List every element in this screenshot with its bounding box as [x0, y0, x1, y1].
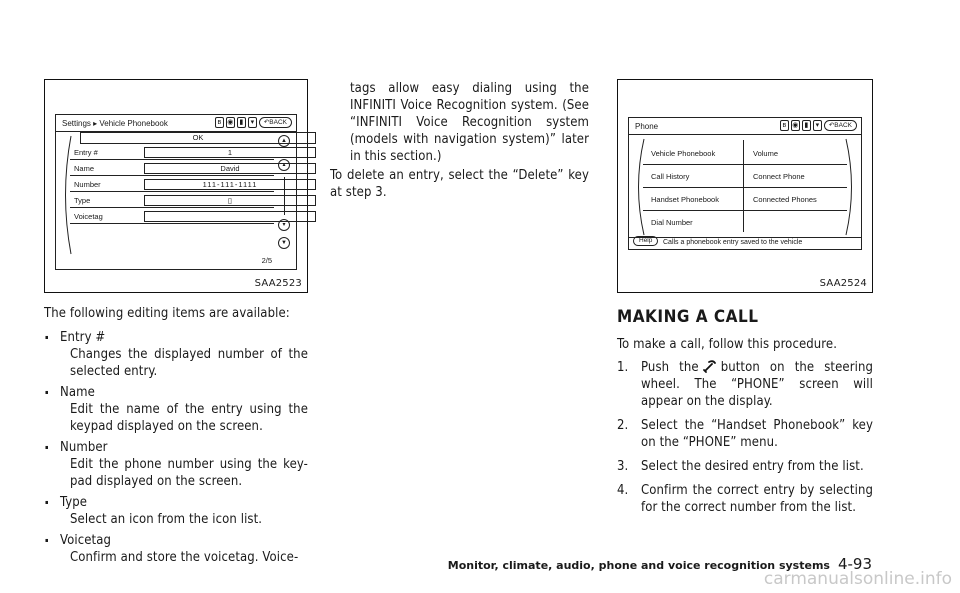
phone-send-icon [703, 360, 717, 373]
scroll-top-button[interactable]: ▲ [278, 135, 290, 147]
field-voicetag[interactable] [144, 211, 316, 222]
menu-call-history[interactable]: Call History [651, 172, 690, 181]
column-2 [330, 80, 589, 201]
item-desc-voicetag: Confirm and store the voicetag. Voice- [70, 550, 299, 565]
step-1-text-before: Push the [641, 360, 699, 375]
screen-title: Phone [635, 122, 659, 131]
left-bracket [58, 135, 72, 255]
row-divider [70, 223, 274, 224]
item-desc-name: Edit the name of the entry using the keypad displayed on the screen. [70, 402, 308, 434]
battery-icon: ▮ [802, 120, 811, 131]
figure-phone-menu [617, 79, 873, 293]
menu-vehicle-phonebook[interactable]: Vehicle Phonebook [651, 149, 716, 158]
signal-icon: ▾ [248, 117, 257, 128]
phone-status-icon: ◉ [227, 119, 234, 126]
step-4 [617, 482, 873, 516]
item-desc-type: Select an icon from the icon list. [70, 512, 263, 527]
field-type[interactable]: ▯ [144, 195, 316, 206]
chapter-title: Monitor, climate, audio, phone and voice recognition systems [447, 559, 830, 572]
ok-button[interactable]: OK [80, 132, 316, 144]
step-2 [617, 417, 873, 451]
field-name[interactable]: David [144, 163, 316, 174]
item-term-name: . Name [44, 384, 308, 401]
status-icons [215, 117, 292, 128]
menu-dial-number[interactable]: Dial Number [651, 218, 693, 227]
item-term-number: . Number [44, 439, 308, 456]
step-text: Confirm the correct entry by selecting for the correct number from the list. [641, 483, 873, 515]
editing-intro: The following editing items are available: [44, 306, 290, 321]
delete-note: To delete an entry, select the “Delete” key at step 3. [330, 168, 589, 200]
row-divider [643, 210, 847, 211]
scroll-down-button[interactable]: ▾ [278, 219, 290, 231]
item-term-type: . Type [44, 494, 308, 511]
battery-icon: ▮ [237, 117, 246, 128]
page-number: 4-93 [837, 555, 872, 573]
back-button[interactable]: ↶BACK [824, 120, 857, 131]
procedure-intro: To make a call, follow this procedure. [617, 337, 838, 352]
phone-status-icon: ◉ [792, 122, 799, 129]
row-label-name: Name [74, 164, 95, 173]
step-1-text-after: button on the steering wheel. The “PHONE” screen will appear on the display. [641, 360, 873, 409]
section-heading: MAKING A CALL [617, 307, 759, 327]
step-text: Select the desired entry from the list. [641, 459, 864, 474]
row-label-number: Number [74, 180, 101, 189]
item-desc-number: Edit the phone number using the key-pad displayed on the screen. [70, 457, 308, 489]
right-bracket [845, 138, 859, 236]
help-divider [629, 237, 861, 238]
voicetag-continuation: tags allow easy dialing using the INFINITI Voice Recognition system. (See “INFINITI Voice Recognition system (models with navigation system)” later in this section.) [350, 81, 589, 164]
scroll-bottom-button[interactable]: ▼ [278, 237, 290, 249]
help-button[interactable]: Help [633, 236, 658, 246]
row-label-type: Type [74, 196, 91, 205]
step-number: 3. [617, 459, 629, 474]
figure-vehicle-phonebook [44, 79, 308, 293]
step-text: Select the “Handset Phonebook” key on the “PHONE” menu. [641, 418, 873, 450]
help-text: Calls a phonebook entry saved to the vehicle [663, 239, 803, 246]
step-3 [617, 458, 873, 475]
column-divider [743, 140, 744, 232]
row-divider [70, 175, 274, 176]
back-button[interactable]: ↶BACK [259, 117, 292, 128]
field-phone-number[interactable]: 111-111-1111 [144, 179, 316, 190]
bluetooth-icon: ʙ [780, 120, 789, 131]
item-term-voicetag: . Voicetag [44, 532, 308, 549]
figure-id: SAA2523 [254, 278, 302, 289]
row-divider [643, 187, 847, 188]
signal-icon: ▾ [813, 120, 822, 131]
screen-title: Settings ▸ Vehicle Phonebook [62, 119, 168, 128]
step-number: 2. [617, 418, 629, 433]
scrollbar[interactable] [284, 177, 285, 215]
screen-phone-menu [628, 117, 862, 250]
row-divider [70, 191, 274, 192]
row-label-voicetag: Voicetag [74, 212, 103, 221]
item-desc-entry: Changes the displayed number of the selected entry. [70, 347, 308, 379]
menu-handset-phonebook[interactable]: Handset Phonebook [651, 195, 719, 204]
column-3 [617, 306, 873, 523]
scroll-up-button[interactable]: ▴ [278, 159, 290, 171]
figure-id: SAA2524 [819, 278, 867, 289]
page-indicator: 2/5 [261, 256, 272, 265]
step-number: 4. [617, 483, 629, 498]
watermark: carmanualsonline.info [763, 569, 952, 589]
row-label-entry: Entry # [74, 148, 98, 157]
title-divider [629, 134, 861, 135]
column-1 [44, 305, 308, 570]
field-entry-number[interactable]: 1 [144, 147, 316, 158]
row-divider [70, 159, 274, 160]
step-1 [617, 359, 873, 410]
status-icons [780, 120, 857, 131]
row-divider [643, 164, 847, 165]
menu-connect-phone[interactable]: Connect Phone [753, 172, 805, 181]
row-divider [70, 207, 274, 208]
screen-vehicle-phonebook-edit [55, 114, 297, 270]
step-number: 1. [617, 360, 629, 375]
editing-items-list [44, 329, 308, 566]
item-term-entry: . Entry # [44, 329, 308, 346]
bluetooth-icon: ʙ [215, 117, 224, 128]
menu-volume[interactable]: Volume [753, 149, 779, 158]
menu-connected-phones[interactable]: Connected Phones [753, 195, 817, 204]
